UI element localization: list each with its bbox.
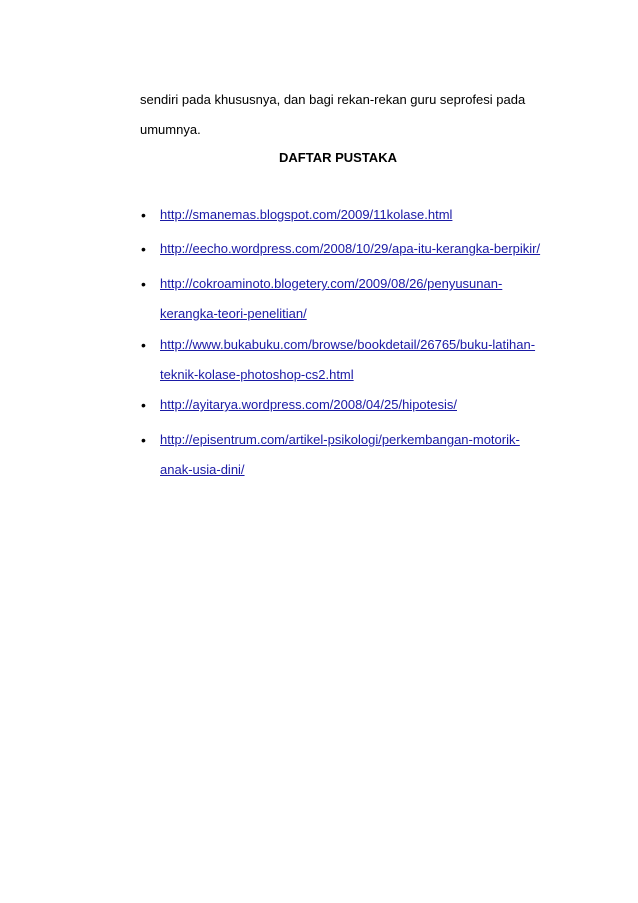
bullet-icon: •	[141, 276, 146, 292]
reference-link[interactable]	[160, 397, 560, 413]
reference-link-text: http://www.bukabuku.com/browse/bookdetail/26765/buku-latihan-	[160, 337, 536, 352]
reference-link[interactable]	[160, 241, 560, 257]
reference-link-text: http://ayitarya.wordpress.com/2008/04/25/hipotesis/	[160, 397, 457, 412]
reference-link[interactable]	[160, 337, 560, 383]
bullet-icon: •	[141, 397, 146, 413]
reference-link-text: http://episentrum.com/artikel-psikologi/perkembangan-motorik-	[160, 432, 520, 447]
reference-link[interactable]	[160, 432, 560, 478]
reference-link[interactable]	[160, 276, 560, 322]
intro-text-line-1: sendiri pada khususnya, dan bagi rekan-rekan guru seprofesi pada	[140, 92, 526, 107]
reference-link-text: http://cokroaminoto.blogetery.com/2009/08/26/penyusunan-	[160, 276, 503, 291]
bullet-icon: •	[141, 337, 146, 353]
bullet-icon: •	[141, 241, 146, 257]
reference-link-text-continued: teknik-kolase-photoshop-cs2.html	[160, 367, 354, 382]
bibliography-heading: DAFTAR PUSTAKA	[279, 150, 397, 165]
bullet-icon: •	[141, 432, 146, 448]
reference-link-text: http://eecho.wordpress.com/2008/10/29/apa-itu-kerangka-berpikir/	[160, 241, 541, 256]
reference-link-text: http://smanemas.blogspot.com/2009/11kolase.html	[160, 207, 453, 222]
reference-link-text-continued: anak-usia-dini/	[160, 462, 245, 477]
reference-link[interactable]	[160, 207, 560, 223]
bullet-icon: •	[141, 207, 146, 223]
reference-link-text-continued: kerangka-teori-penelitian/	[160, 306, 307, 321]
intro-text-line-2: umumnya.	[140, 122, 201, 137]
